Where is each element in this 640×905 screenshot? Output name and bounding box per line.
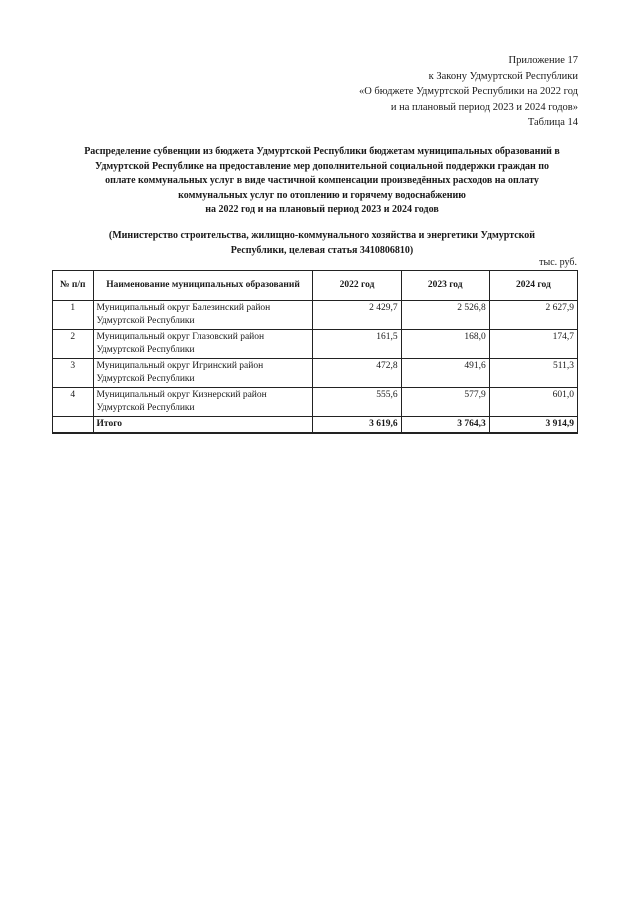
row-value-2024: 601,0 bbox=[489, 388, 577, 417]
row-value-2023: 491,6 bbox=[401, 359, 489, 388]
row-value-2022: 161,5 bbox=[313, 330, 401, 359]
row-value-2023: 2 526,8 bbox=[401, 301, 489, 330]
row-num: 2 bbox=[53, 330, 94, 359]
row-num: 3 bbox=[53, 359, 94, 388]
total-label: Итого bbox=[93, 417, 313, 434]
row-name: Муниципальный округ Игринский район Удмуртской Республики bbox=[93, 359, 313, 388]
document-subtitle bbox=[52, 229, 592, 258]
appendix-header bbox=[359, 53, 578, 131]
title-line: оплате коммунальных услуг в виде частичной компенсации произведённых расходов на оплату bbox=[105, 175, 539, 186]
header-2024: 2024 год bbox=[489, 271, 577, 301]
total-num-empty bbox=[53, 417, 94, 434]
total-value-2022: 3 619,6 bbox=[313, 417, 401, 434]
appendix-line: Приложение 17 bbox=[508, 55, 578, 66]
table-header-row bbox=[53, 271, 578, 301]
row-name: Муниципальный округ Балезинский район Удмуртской Республики bbox=[93, 301, 313, 330]
table-total-row bbox=[53, 417, 578, 434]
header-name: Наименование муниципальных образований bbox=[93, 271, 313, 301]
row-value-2024: 511,3 bbox=[489, 359, 577, 388]
row-name: Муниципальный округ Кизнерский район Удмуртской Республики bbox=[93, 388, 313, 417]
row-value-2024: 2 627,9 bbox=[489, 301, 577, 330]
row-value-2023: 577,9 bbox=[401, 388, 489, 417]
header-num: № п/п bbox=[53, 271, 94, 301]
title-line: Распределение субвенции из бюджета Удмуртской Республики бюджетам муниципальных образований в bbox=[84, 146, 560, 157]
appendix-line: к Закону Удмуртской Республики bbox=[428, 70, 578, 82]
row-value-2023: 168,0 bbox=[401, 330, 489, 359]
appendix-line: «О бюджете Удмуртской Республики на 2022 год bbox=[358, 86, 578, 98]
table-number: Таблица 14 bbox=[527, 117, 578, 129]
table-row bbox=[53, 359, 578, 388]
table-row bbox=[53, 301, 578, 330]
subtitle-line: Республики, целевая статья 3410806810) bbox=[230, 244, 414, 256]
units-label: тыс. руб. bbox=[539, 257, 577, 268]
document-title bbox=[52, 145, 592, 218]
subtitle-line: (Министерство строительства, жилищно-коммунального хозяйства и энергетики Удмуртской bbox=[108, 230, 536, 241]
title-line: Удмуртской Республике на предоставление мер дополнительной социальной поддержки граждан по bbox=[94, 160, 550, 172]
appendix-line: и на плановый период 2023 и 2024 годов» bbox=[390, 101, 578, 113]
total-value-2023: 3 764,3 bbox=[401, 417, 489, 434]
budget-table bbox=[52, 270, 578, 434]
row-name: Муниципальный округ Глазовский район Удмуртской Республики bbox=[93, 330, 313, 359]
total-value-2024: 3 914,9 bbox=[489, 417, 577, 434]
title-line: на 2022 год и на плановый период 2023 и 2024 годов bbox=[205, 204, 439, 215]
header-2023: 2023 год bbox=[401, 271, 489, 301]
title-line: коммунальных услуг по отоплению и горячему водоснабжению bbox=[178, 189, 466, 201]
row-value-2022: 472,8 bbox=[313, 359, 401, 388]
row-num: 1 bbox=[53, 301, 94, 330]
table-row bbox=[53, 330, 578, 359]
row-num: 4 bbox=[53, 388, 94, 417]
table-row bbox=[53, 388, 578, 417]
header-2022: 2022 год bbox=[313, 271, 401, 301]
row-value-2024: 174,7 bbox=[489, 330, 577, 359]
row-value-2022: 2 429,7 bbox=[313, 301, 401, 330]
row-value-2022: 555,6 bbox=[313, 388, 401, 417]
